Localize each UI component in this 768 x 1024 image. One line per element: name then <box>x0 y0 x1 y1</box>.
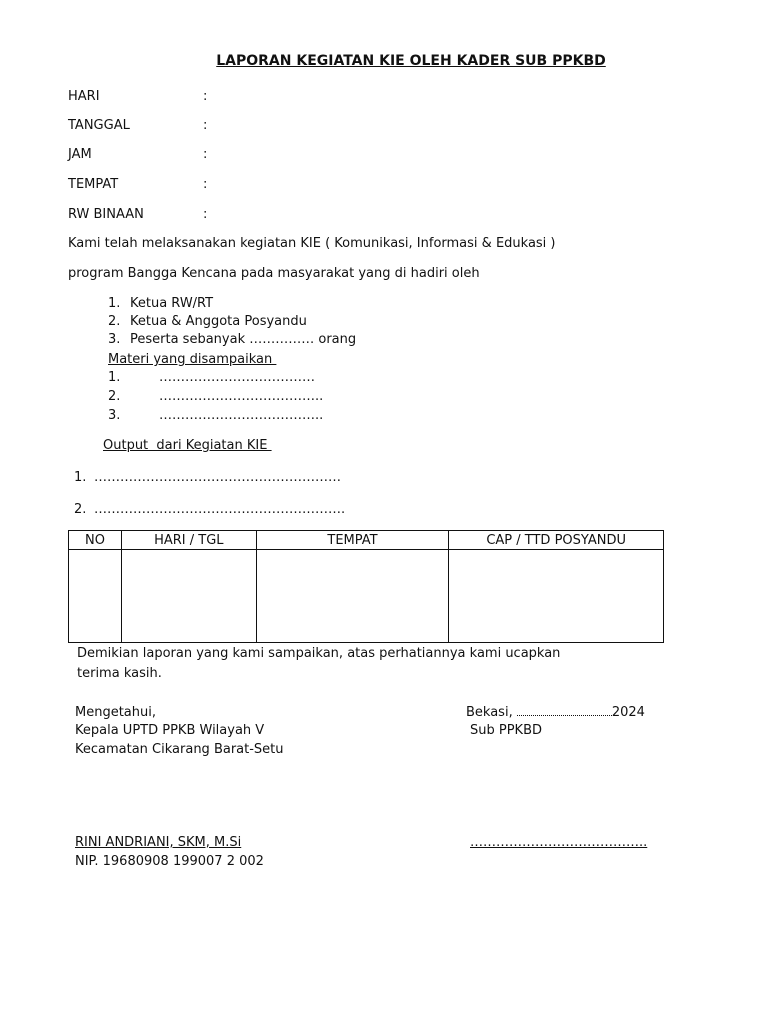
materi-item-dots: ……………………………….. <box>159 389 324 404</box>
table-cell[interactable] <box>449 550 664 643</box>
output-item-dots: ………………………………………………… <box>94 470 341 485</box>
page-title: LAPORAN KEGIATAN KIE OLEH KADER SUB PPKBD <box>216 53 606 69</box>
table-cell[interactable] <box>69 550 122 643</box>
materi-num: 2. <box>108 389 121 404</box>
intro-line-2: program Bangga Kencana pada masyarakat yang di hadiri oleh <box>68 266 480 281</box>
table-cell[interactable] <box>121 550 256 643</box>
output-num: 1. <box>74 470 87 485</box>
report-table <box>68 530 664 643</box>
materi-item-dots: ……………………………… <box>159 370 315 385</box>
attendee-item: Peserta sebanyak …………… orang <box>130 332 357 347</box>
left-sign-district: Kecamatan Cikarang Barat-Setu <box>75 742 284 757</box>
closing-line-1: Demikian laporan yang kami sampaikan, atas perhatiannya kami ucapkan <box>77 646 561 661</box>
field-label-tempat: TEMPAT <box>68 177 119 192</box>
field-label-rw-binaan: RW BINAAN <box>68 207 144 222</box>
field-colon: : <box>203 177 208 192</box>
right-sign-date <box>466 705 645 721</box>
output-heading: Output dari Kegiatan KIE <box>103 438 272 453</box>
output-num: 2. <box>74 502 87 517</box>
field-colon: : <box>203 118 208 133</box>
table-header-hari-tgl: HARI / TGL <box>121 531 256 550</box>
attendee-num: 3. <box>108 332 121 347</box>
right-sign-place: Bekasi, <box>466 705 513 720</box>
attendee-item: Ketua & Anggota Posyandu <box>130 314 307 329</box>
right-sign-role: Sub PPKBD <box>470 723 543 738</box>
closing-line-2: terima kasih. <box>77 666 162 681</box>
table-header-tempat: TEMPAT <box>256 531 449 550</box>
table-cell[interactable] <box>256 550 449 643</box>
field-colon: : <box>203 147 208 162</box>
output-item-dots: …………………………………………………. <box>94 502 346 517</box>
field-colon: : <box>203 89 208 104</box>
left-sign-role: Kepala UPTD PPKB Wilayah V <box>75 723 265 738</box>
right-sign-year: 2024 <box>611 705 645 720</box>
table-row <box>69 550 664 643</box>
attendee-num: 1. <box>108 296 121 311</box>
materi-item-dots: ……………………………….. <box>159 408 324 423</box>
field-label-jam: JAM <box>68 147 92 162</box>
intro-line-1: Kami telah melaksanakan kegiatan KIE ( Komunikasi, Informasi & Edukasi ) <box>68 236 556 251</box>
attendee-item: Ketua RW/RT <box>130 296 214 311</box>
attendee-num: 2. <box>108 314 121 329</box>
table-header-cap-ttd: CAP / TTD POSYANDU <box>449 531 664 550</box>
left-sign-mengetahui: Mengetahui, <box>75 705 156 720</box>
date-blank-line <box>517 705 612 716</box>
left-sign-nip: NIP. 19680908 199007 2 002 <box>75 854 264 869</box>
materi-num: 3. <box>108 408 121 423</box>
table-header-row <box>69 531 664 550</box>
materi-heading: Materi yang disampaikan <box>108 352 277 367</box>
materi-num: 1. <box>108 370 121 385</box>
field-label-tanggal: TANGGAL <box>68 118 130 133</box>
right-sign-name-blank: ………………………………….. <box>470 835 648 850</box>
field-label-hari: HARI <box>68 89 100 104</box>
left-sign-name: RINI ANDRIANI, SKM, M.Si <box>75 835 242 850</box>
field-colon: : <box>203 207 208 222</box>
table-header-no: NO <box>69 531 122 550</box>
